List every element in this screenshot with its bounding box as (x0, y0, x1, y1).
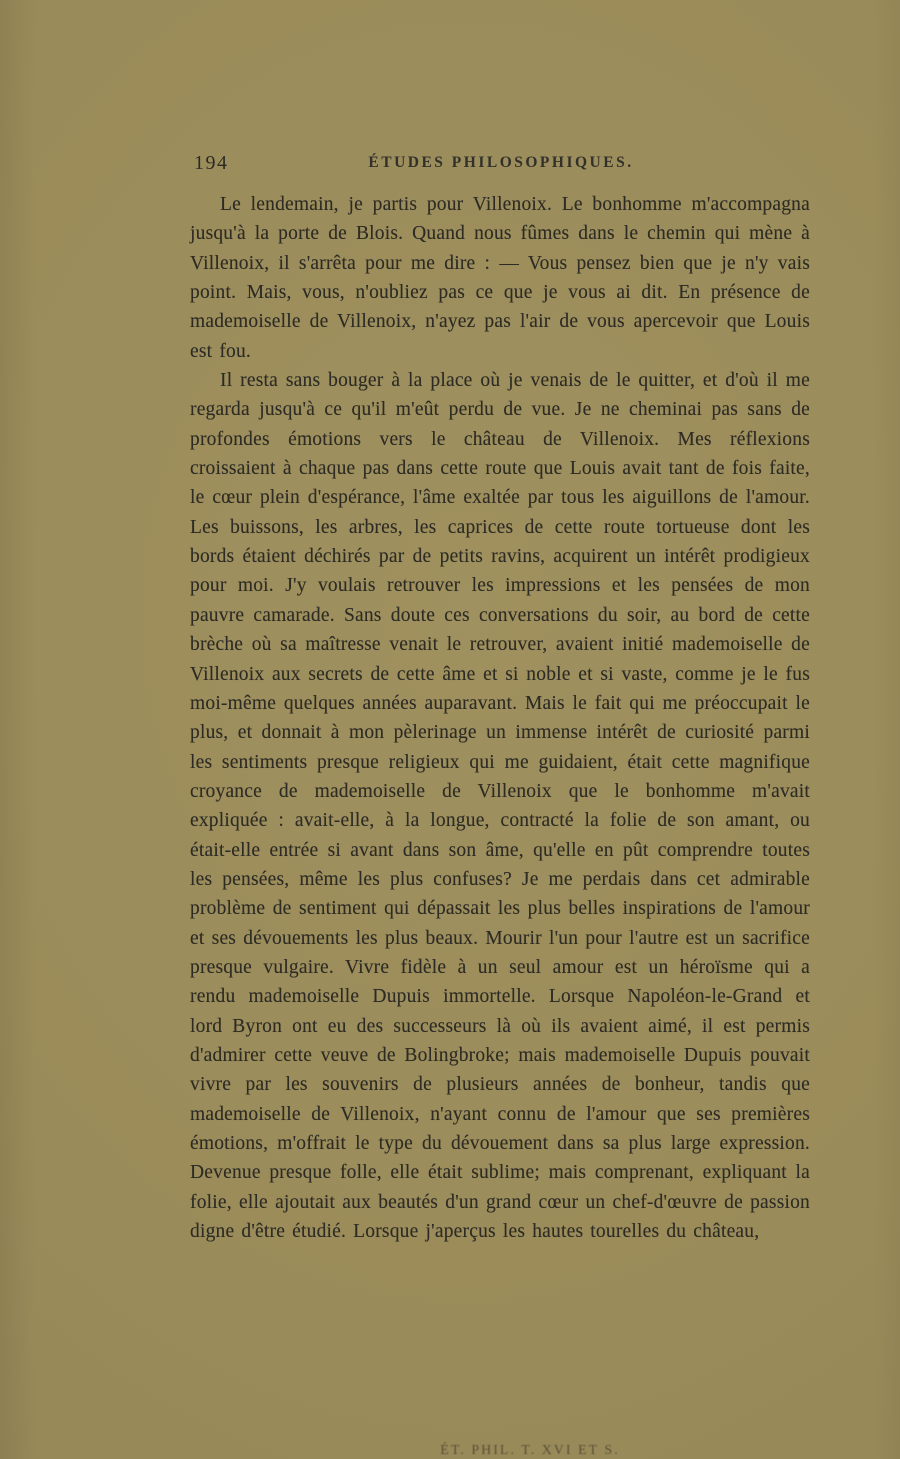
body-text (190, 190, 810, 1246)
footer-signature-mark: ÉT. PHIL. T. XVI ET S. (440, 1443, 620, 1458)
running-title: ÉTUDES PHILOSOPHIQUES. (368, 154, 634, 171)
paragraph: Il resta sans bouger à la place où je venais de le quitter, et d'où il me regarda jusqu'à ce qu'il m'eût perdu de vue. Je ne cheminai pas sans de profondes émotions vers le château de Villenoix. Mes réflexions croissaient à chaque pas dans cette route que Louis avait tant de fois faite, le cœur plein d'espérance, l'âme exaltée par tous les aiguillons de l'amour. Les buissons, les arbres, les caprices de cette route tortueuse dont les bords étaient déchirés par de petits ravins, acquirent un intérêt prodigieux pour moi. J'y voulais retrouver les impressions et les pensées de mon pauvre camarade. Sans doute ces conversations du soir, au bord de cette brèche où sa maîtresse venait le retrouver, avaient initié mademoiselle de Villenoix aux secrets de cette âme et si noble et si vaste, comme je le fus moi-même quelques années auparavant. Mais le fait qui me préoccupait le plus, et donnait à mon pèlerinage un immense intérêt de curiosité parmi les sentiments presque religieux qui me guidaient, était cette magnifique croyance de mademoiselle de Villenoix que le bonhomme m'avait expliquée : avait-elle, à la longue, contracté la folie de son amant, ou était-elle entrée si avant dans son âme, qu'elle en pût comprendre toutes les pensées, même les plus confuses? Je me perdais dans cet admirable problème de sentiment qui dépassait les plus belles inspirations de l'amour et ses dévouements les plus beaux. Mourir l'un pour l'autre est un sacrifice presque vulgaire. Vivre fidèle à un seul amour est un héroïsme qui a rendu mademoiselle Dupuis immortelle. Lorsque Napoléon-le-Grand et lord Byron ont eu des successeurs là où ils avaient aimé, il est permis d'admirer cette veuve de Bolingbroke; mais mademoiselle Dupuis pouvait vivre par les souvenirs de plusieurs années de bonheur, tandis que mademoiselle de Villenoix, n'ayant connu de l'amour que ses premières émotions, m'offrait le type du dévouement dans sa plus large expression. Devenue presque folle, elle était sublime; mais comprenant, expliquant la folie, elle ajoutait aux beautés d'un grand cœur un chef-d'œuvre de passion digne d'être étudié. Lorsque j'aperçus les hautes tourelles du château, (190, 370, 810, 1243)
page-header (192, 150, 810, 178)
page-number: 194 (194, 152, 229, 174)
paragraph: Le lendemain, je partis pour Villenoix. Le bonhomme m'accompagna jusqu'à la porte de Blois. Quand nous fûmes dans le chemin qui mène à Villenoix, il s'arrêta pour me dire : — Vous pensez bien que je n'y vais point. Mais, vous, n'oubliez pas ce que je vous ai dit. En présence de mademoiselle de Villenoix, n'ayez pas l'air de vous apercevoir que Louis est fou. (190, 194, 810, 362)
